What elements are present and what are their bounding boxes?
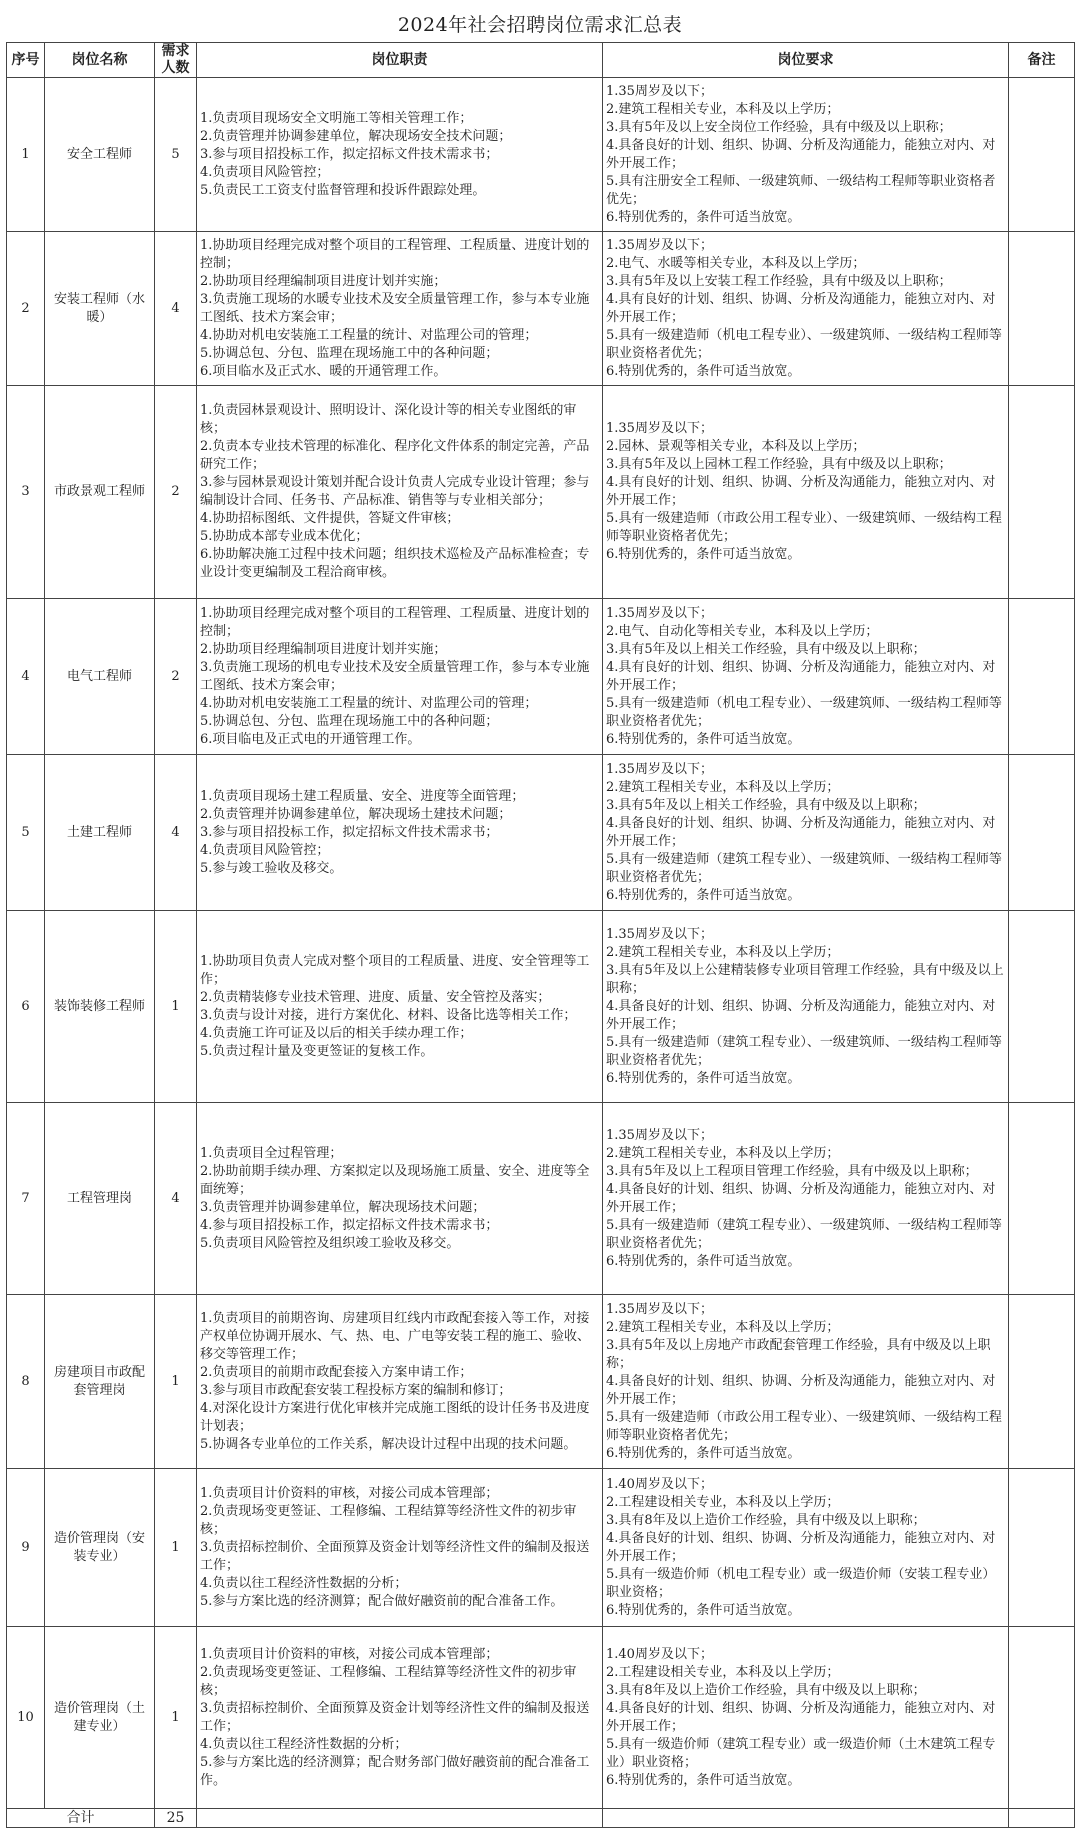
requirement-line: 4.具有良好的计划、组织、协调、分析及沟通能力，能独立对内、对外开展工作； bbox=[606, 659, 996, 693]
duty-line: 3.参与项目招投标工作，拟定招标文件技术需求书； bbox=[200, 824, 499, 840]
requirement-line: 2.建筑工程相关专业，本科及以上学历； bbox=[606, 1319, 840, 1335]
requirement-line: 5.具有一级建造师（机电工程专业）、一级建筑师、一级结构工程师等职业资格者优先； bbox=[606, 327, 1002, 361]
duty-line: 5.协助成本部专业成本优化； bbox=[200, 529, 369, 544]
requirement-line: 1.35周岁及以下； bbox=[606, 83, 713, 99]
headcount: 1 bbox=[155, 1627, 197, 1809]
requirement-line: 3.具有5年及以上相关工作经验，具有中级及以上职称； bbox=[606, 797, 926, 813]
headcount: 5 bbox=[155, 78, 197, 232]
duty-line: 2.负责现场变更签证、工程修编、工程结算等经济性文件的初步审核； bbox=[200, 1664, 577, 1698]
duty-line: 4.负责以往工程经济性数据的分析； bbox=[200, 1575, 408, 1591]
header-requirements: 岗位要求 bbox=[603, 43, 1009, 78]
duty-line: 6.项目临电及正式电的开通管理工作。 bbox=[200, 731, 421, 747]
requirement-line: 5.具有一级建造师（市政公用工程专业）、一级建筑师、一级结构工程师等职业资格者优先； bbox=[606, 1409, 1002, 1443]
total-label: 合计 bbox=[7, 1809, 155, 1828]
duty-line: 3.参与项目招投标工作，拟定招标文件技术需求书； bbox=[200, 146, 499, 162]
job-note bbox=[1009, 1469, 1075, 1627]
requirement-line: 2.建筑工程相关专业，本科及以上学历； bbox=[606, 101, 840, 117]
duty-line: 3.负责施工现场的水暖专业技术及安全质量管理工作，参与本专业施工图纸、技术方案会审； bbox=[200, 291, 590, 325]
requirement-line: 3.具有5年及以上房地产市政配套管理工作经验，具有中级及以上职称； bbox=[606, 1337, 991, 1371]
requirement-line: 5.具有一级建造师（市政公用工程专业）、一级建筑师、一级结构工程师等职业资格者优先； bbox=[606, 511, 1002, 544]
requirement-line: 2.建筑工程相关专业，本科及以上学历； bbox=[606, 1145, 840, 1161]
job-note bbox=[1009, 232, 1075, 386]
requirement-line: 5.具有一级建造师（建筑工程专业）、一级建筑师、一级结构工程师等职业资格者优先； bbox=[606, 851, 1002, 885]
job-title: 造价管理岗（安装专业） bbox=[45, 1469, 155, 1627]
requirement-line: 6.特别优秀的，条件可适当放宽。 bbox=[606, 1253, 801, 1269]
duty-line: 5.负责项目风险管控及组织竣工验收及移交。 bbox=[200, 1235, 460, 1251]
requirement-line: 6.特别优秀的，条件可适当放宽。 bbox=[606, 1772, 801, 1788]
requirement-line: 6.特别优秀的，条件可适当放宽。 bbox=[606, 731, 801, 747]
row-number: 8 bbox=[7, 1295, 45, 1469]
duty-line: 2.负责管理并协调参建单位，解决现场安全技术问题； bbox=[200, 128, 512, 144]
row-number: 4 bbox=[7, 599, 45, 755]
requirement-line: 4.具备良好的计划、组织、协调、分析及沟通能力，能独立对内、对外开展工作； bbox=[606, 1181, 996, 1215]
table-row bbox=[7, 386, 1075, 599]
job-requirements bbox=[603, 755, 1009, 911]
requirement-line: 1.35周岁及以下； bbox=[606, 761, 713, 777]
duty-line: 4.协助招标图纸、文件提供，答疑文件审核； bbox=[200, 511, 460, 526]
job-requirements bbox=[603, 78, 1009, 232]
duty-line: 4.负责施工许可证及以后的相关手续办理工作； bbox=[200, 1025, 473, 1041]
requirement-line: 6.特别优秀的，条件可适当放宽。 bbox=[606, 1445, 801, 1461]
row-number: 1 bbox=[7, 78, 45, 232]
job-duties bbox=[197, 232, 603, 386]
header-name: 岗位名称 bbox=[45, 43, 155, 78]
requirement-line: 1.35周岁及以下； bbox=[606, 926, 713, 942]
requirement-line: 1.40周岁及以下； bbox=[606, 1476, 713, 1492]
requirement-line: 6.特别优秀的，条件可适当放宽。 bbox=[606, 209, 801, 225]
job-duties bbox=[197, 1627, 603, 1809]
job-note bbox=[1009, 755, 1075, 911]
requirement-line: 3.具有5年及以上安全岗位工作经验，具有中级及以上职称； bbox=[606, 119, 952, 135]
duty-line: 3.参与园林景观设计策划并配合设计负责人完成专业设计管理；参与编制设计合同、任务书、产品标准、销售等与专业相关部分； bbox=[200, 475, 590, 508]
requirement-line: 3.具有5年及以上相关工作经验，具有中级及以上职称； bbox=[606, 641, 926, 657]
duty-line: 1.协助项目经理完成对整个项目的工程管理、工程质量、进度计划的控制； bbox=[200, 605, 590, 639]
job-note bbox=[1009, 1295, 1075, 1469]
job-duties bbox=[197, 1469, 603, 1627]
row-number: 6 bbox=[7, 911, 45, 1103]
duty-line: 1.负责项目现场土建工程质量、安全、进度等全面管理； bbox=[200, 788, 525, 804]
headcount: 1 bbox=[155, 1295, 197, 1469]
job-title: 装饰装修工程师 bbox=[45, 911, 155, 1103]
duty-line: 5.协调各专业单位的工作关系，解决设计过程中出现的技术问题。 bbox=[200, 1436, 577, 1452]
page-title: 2024年社会招聘岗位需求汇总表 bbox=[397, 14, 683, 36]
requirement-line: 5.具有一级造价师（机电工程专业）或一级造价师（安装工程专业）职业资格； bbox=[606, 1566, 996, 1600]
job-requirements bbox=[603, 1469, 1009, 1627]
requirement-line: 4.具有良好的计划、组织、协调、分析及沟通能力，能独立对内、对外开展工作； bbox=[606, 475, 996, 508]
duty-line: 1.协助项目负责人完成对整个项目的工程质量、进度、安全管理等工作； bbox=[200, 953, 590, 987]
requirement-line: 2.建筑工程相关专业，本科及以上学历； bbox=[606, 779, 840, 795]
duty-line: 1.负责项目现场安全文明施工等相关管理工作； bbox=[200, 110, 473, 126]
duty-line: 4.参与项目招投标工作，拟定招标文件技术需求书； bbox=[200, 1217, 499, 1233]
job-requirements bbox=[603, 386, 1009, 599]
requirement-line: 3.具有5年及以上安装工程工作经验，具有中级及以上职称； bbox=[606, 273, 952, 289]
requirement-line: 4.具备良好的计划、组织、协调、分析及沟通能力，能独立对内、对外开展工作； bbox=[606, 815, 996, 849]
row-number: 5 bbox=[7, 755, 45, 911]
requirement-line: 4.具备良好的计划、组织、协调、分析及沟通能力，能独立对内、对外开展工作； bbox=[606, 1700, 996, 1734]
duty-line: 4.负责以往工程经济性数据的分析； bbox=[200, 1736, 408, 1752]
duty-line: 1.负责项目计价资料的审核，对接公司成本管理部； bbox=[200, 1646, 499, 1662]
job-note bbox=[1009, 1627, 1075, 1809]
headcount: 2 bbox=[155, 386, 197, 599]
requirement-line: 4.具备良好的计划、组织、协调、分析及沟通能力，能独立对内、对外开展工作； bbox=[606, 1373, 996, 1407]
job-note bbox=[1009, 78, 1075, 232]
requirement-line: 6.特别优秀的，条件可适当放宽。 bbox=[606, 887, 801, 903]
job-duties bbox=[197, 386, 603, 599]
requirement-line: 3.具有8年及以上造价工作经验，具有中级及以上职称； bbox=[606, 1512, 926, 1528]
requirement-line: 6.特别优秀的，条件可适当放宽。 bbox=[606, 547, 801, 562]
row-number: 3 bbox=[7, 386, 45, 599]
total-requirements-empty bbox=[603, 1809, 1009, 1828]
duty-line: 1.负责项目计价资料的审核，对接公司成本管理部； bbox=[200, 1485, 499, 1501]
duty-line: 4.负责项目风险管控； bbox=[200, 164, 330, 180]
job-title: 工程管理岗 bbox=[45, 1103, 155, 1295]
duty-line: 5.协调总包、分包、监理在现场施工中的各种问题； bbox=[200, 345, 499, 361]
requirement-line: 4.具有良好的计划、组织、协调、分析及沟通能力，能独立对内、对外开展工作； bbox=[606, 291, 996, 325]
table-header-row bbox=[7, 43, 1075, 78]
duty-line: 2.协助前期手续办理、方案拟定以及现场施工质量、安全、进度等全面统筹； bbox=[200, 1163, 590, 1197]
job-duties bbox=[197, 755, 603, 911]
job-note bbox=[1009, 386, 1075, 599]
requirement-line: 4.具备良好的计划、组织、协调、分析及沟通能力，能独立对内、对外开展工作； bbox=[606, 1530, 996, 1564]
requirement-line: 2.电气、自动化等相关专业，本科及以上学历； bbox=[606, 623, 879, 639]
duty-line: 5.参与方案比选的经济测算；配合财务部门做好融资前的配合准备工作。 bbox=[200, 1754, 590, 1788]
table-row bbox=[7, 599, 1075, 755]
duty-line: 1.协助项目经理完成对整个项目的工程管理、工程质量、进度计划的控制； bbox=[200, 237, 590, 271]
header-note: 备注 bbox=[1009, 43, 1075, 78]
requirement-line: 2.工程建设相关专业，本科及以上学历； bbox=[606, 1664, 840, 1680]
job-title: 市政景观工程师 bbox=[45, 386, 155, 599]
job-requirements bbox=[603, 1103, 1009, 1295]
job-note bbox=[1009, 911, 1075, 1103]
duty-line: 3.负责招标控制价、全面预算及资金计划等经济性文件的编制及报送工作； bbox=[200, 1539, 590, 1573]
total-note-empty bbox=[1009, 1809, 1075, 1828]
requirement-line: 6.特别优秀的，条件可适当放宽。 bbox=[606, 1602, 801, 1618]
requirement-line: 2.工程建设相关专业，本科及以上学历； bbox=[606, 1494, 840, 1510]
duty-line: 2.负责项目的前期市政配套接入方案申请工作； bbox=[200, 1364, 473, 1380]
requirement-line: 1.35周岁及以下； bbox=[606, 421, 713, 436]
duty-line: 3.负责施工现场的机电专业技术及安全质量管理工作，参与本专业施工图纸、技术方案会审； bbox=[200, 659, 590, 693]
requirement-line: 5.具有一级建造师（建筑工程专业）、一级建筑师、一级结构工程师等职业资格者优先； bbox=[606, 1217, 1002, 1251]
headcount: 1 bbox=[155, 1469, 197, 1627]
duty-line: 6.协助解决施工过程中技术问题；组织技术巡检及产品标准检查；专业设计变更编制及工程洽商审核。 bbox=[200, 547, 590, 580]
job-duties bbox=[197, 599, 603, 755]
requirement-line: 2.建筑工程相关专业，本科及以上学历； bbox=[606, 944, 840, 960]
duty-line: 5.参与方案比选的经济测算；配合做好融资前的配合准备工作。 bbox=[200, 1593, 564, 1609]
requirement-line: 3.具有5年及以上工程项目管理工作经验，具有中级及以上职称； bbox=[606, 1163, 978, 1179]
row-number: 2 bbox=[7, 232, 45, 386]
table-row bbox=[7, 1103, 1075, 1295]
job-duties bbox=[197, 78, 603, 232]
job-duties bbox=[197, 911, 603, 1103]
requirement-line: 1.35周岁及以下； bbox=[606, 1127, 713, 1143]
job-note bbox=[1009, 599, 1075, 755]
requirement-line: 3.具有8年及以上造价工作经验，具有中级及以上职称； bbox=[606, 1682, 926, 1698]
requirement-line: 5.具有一级建造师（建筑工程专业）、一级建筑师、一级结构工程师等职业资格者优先； bbox=[606, 1034, 1002, 1068]
job-requirements bbox=[603, 1627, 1009, 1809]
requirement-line: 3.具有5年及以上公建精装修专业项目管理工作经验，具有中级及以上职称； bbox=[606, 962, 1004, 996]
requirement-line: 5.具有一级造价师（建筑工程专业）或一级造价师（土木建筑工程专业）职业资格； bbox=[606, 1736, 996, 1770]
duty-line: 3.负责招标控制价、全面预算及资金计划等经济性文件的编制及报送工作； bbox=[200, 1700, 590, 1734]
duty-line: 3.参与项目市政配套安装工程投标方案的编制和修订； bbox=[200, 1382, 512, 1398]
job-duties bbox=[197, 1103, 603, 1295]
requirement-line: 4.具备良好的计划、组织、协调、分析及沟通能力，能独立对内、对外开展工作； bbox=[606, 998, 996, 1032]
table-row bbox=[7, 78, 1075, 232]
requirement-line: 2.园林、景观等相关专业，本科及以上学历； bbox=[606, 439, 866, 454]
duty-line: 2.负责现场变更签证、工程修编、工程结算等经济性文件的初步审核； bbox=[200, 1503, 577, 1537]
total-row bbox=[7, 1809, 1075, 1828]
duty-line: 2.协助项目经理编制项目进度计划并实施； bbox=[200, 641, 447, 657]
duty-line: 5.负责过程计量及变更签证的复核工作。 bbox=[200, 1043, 434, 1059]
requirement-line: 1.40周岁及以下； bbox=[606, 1646, 713, 1662]
table-row bbox=[7, 1295, 1075, 1469]
job-title: 造价管理岗（土建专业） bbox=[45, 1627, 155, 1809]
duty-line: 2.协助项目经理编制项目进度计划并实施； bbox=[200, 273, 447, 289]
job-title: 安全工程师 bbox=[45, 78, 155, 232]
table-row bbox=[7, 755, 1075, 911]
duty-line: 5.负责民工工资支付监督管理和投诉件跟踪处理。 bbox=[200, 182, 486, 198]
requirement-line: 1.35周岁及以下； bbox=[606, 237, 713, 253]
requirement-line: 6.特别优秀的，条件可适当放宽。 bbox=[606, 1070, 801, 1086]
headcount: 2 bbox=[155, 599, 197, 755]
duty-line: 2.负责本专业技术管理的标准化、程序化文件体系的制定完善，产品研究工作； bbox=[200, 439, 590, 472]
row-number: 7 bbox=[7, 1103, 45, 1295]
job-requirements bbox=[603, 911, 1009, 1103]
requirement-line: 5.具有一级建造师（机电工程专业）、一级建筑师、一级结构工程师等职业资格者优先； bbox=[606, 695, 1002, 729]
requirement-line: 1.35周岁及以下； bbox=[606, 1301, 713, 1317]
duty-line: 1.负责园林景观设计、照明设计、深化设计等的相关专业图纸的审核； bbox=[200, 403, 577, 436]
header-count: 需求人数 bbox=[155, 43, 197, 78]
duty-line: 2.负责精装修专业技术管理、进度、质量、安全管控及落实； bbox=[200, 989, 551, 1005]
headcount: 4 bbox=[155, 232, 197, 386]
duty-line: 4.对深化设计方案进行优化审核并完成施工图纸的设计任务书及进度计划表； bbox=[200, 1400, 590, 1434]
headcount: 1 bbox=[155, 911, 197, 1103]
table-row bbox=[7, 1469, 1075, 1627]
duty-line: 4.负责项目风险管控； bbox=[200, 842, 330, 858]
duty-line: 6.项目临水及正式水、暖的开通管理工作。 bbox=[200, 363, 447, 379]
job-table bbox=[6, 42, 1075, 1828]
duty-line: 2.负责管理并协调参建单位，解决现场土建技术问题； bbox=[200, 806, 512, 822]
duty-line: 5.协调总包、分包、监理在现场施工中的各种问题； bbox=[200, 713, 499, 729]
headcount: 4 bbox=[155, 1103, 197, 1295]
job-title: 房建项目市政配套管理岗 bbox=[45, 1295, 155, 1469]
duty-line: 5.参与竣工验收及移交。 bbox=[200, 860, 343, 876]
job-title: 电气工程师 bbox=[45, 599, 155, 755]
job-duties bbox=[197, 1295, 603, 1469]
duty-line: 3.负责管理并协调参建单位，解决现场技术问题； bbox=[200, 1199, 486, 1215]
job-requirements bbox=[603, 599, 1009, 755]
total-count: 25 bbox=[155, 1809, 197, 1828]
table-row bbox=[7, 232, 1075, 386]
total-duties-empty bbox=[197, 1809, 603, 1828]
requirement-line: 6.特别优秀的，条件可适当放宽。 bbox=[606, 363, 801, 379]
requirement-line: 2.电气、水暖等相关专业，本科及以上学历； bbox=[606, 255, 866, 271]
requirement-line: 5.具有注册安全工程师、一级建筑师、一级结构工程师等职业资格者优先； bbox=[606, 173, 996, 207]
requirement-line: 4.具备良好的计划、组织、协调、分析及沟通能力，能独立对内、对外开展工作； bbox=[606, 137, 996, 171]
header-no: 序号 bbox=[7, 43, 45, 78]
headcount: 4 bbox=[155, 755, 197, 911]
row-number: 10 bbox=[7, 1627, 45, 1809]
table-body bbox=[7, 78, 1075, 1809]
duty-line: 4.协助对机电安装施工工程量的统计、对监理公司的管理； bbox=[200, 327, 538, 343]
job-note bbox=[1009, 1103, 1075, 1295]
table-row bbox=[7, 1627, 1075, 1809]
duty-line: 1.负责项目全过程管理； bbox=[200, 1145, 343, 1161]
header-duties: 岗位职责 bbox=[197, 43, 603, 78]
job-requirements bbox=[603, 1295, 1009, 1469]
job-title: 安装工程师（水暖） bbox=[45, 232, 155, 386]
job-requirements bbox=[603, 232, 1009, 386]
table-row bbox=[7, 911, 1075, 1103]
job-title: 土建工程师 bbox=[45, 755, 155, 911]
duty-line: 3.负责与设计对接，进行方案优化、材料、设备比选等相关工作； bbox=[200, 1007, 577, 1023]
duty-line: 4.协助对机电安装施工工程量的统计、对监理公司的管理； bbox=[200, 695, 538, 711]
row-number: 9 bbox=[7, 1469, 45, 1627]
duty-line: 1.负责项目的前期咨询、房建项目红线内市政配套接入等工作，对接产权单位协调开展水、气、热、电、广电等安装工程的施工、验收、移交等管理工作； bbox=[200, 1310, 591, 1362]
requirement-line: 3.具有5年及以上园林工程工作经验，具有中级及以上职称； bbox=[606, 457, 952, 472]
requirement-line: 1.35周岁及以下； bbox=[606, 605, 713, 621]
